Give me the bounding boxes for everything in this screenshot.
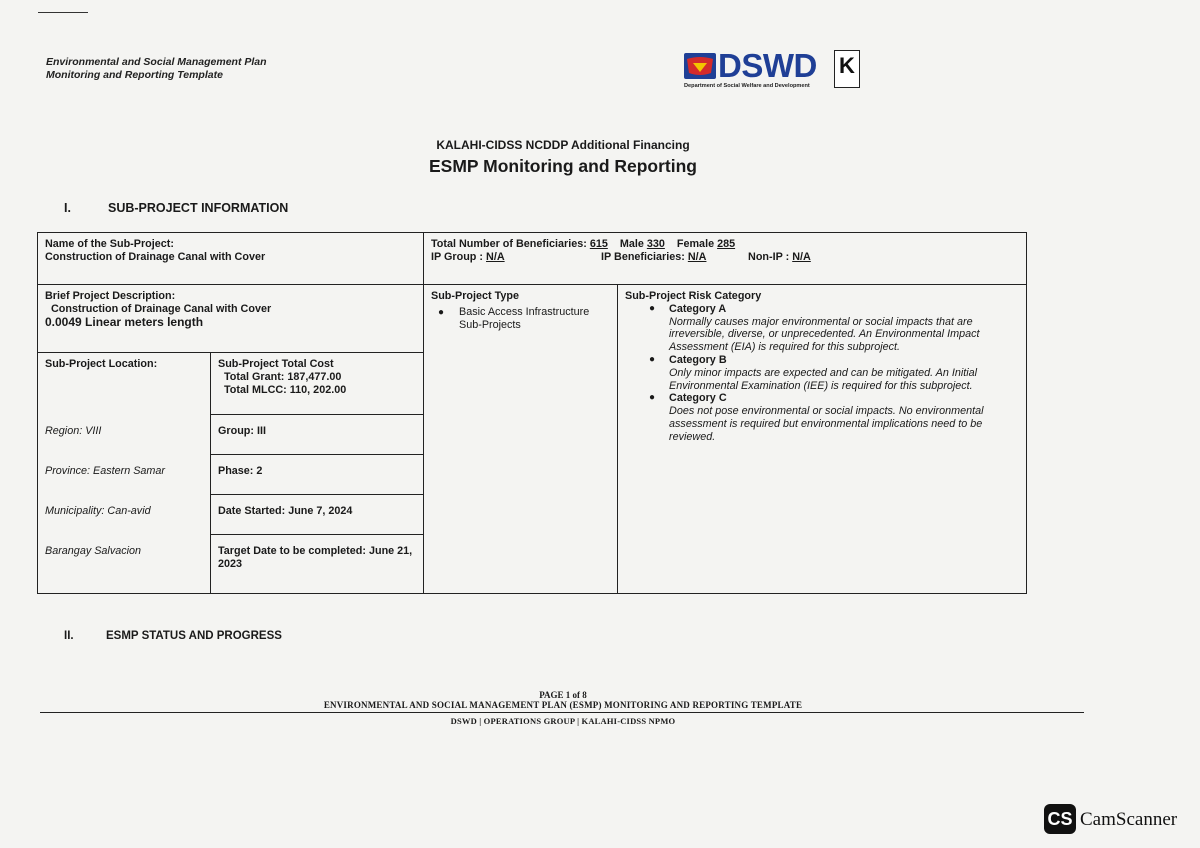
footer-rule — [40, 712, 1084, 713]
dswd-wordmark: DSWD — [718, 47, 817, 84]
risk-label: Sub-Project Risk Category — [625, 290, 762, 302]
camscanner-icon: CS — [1044, 804, 1076, 834]
province: Province: Eastern Samar — [45, 464, 166, 477]
subproject-name-value: Construction of Drainage Canal with Cover — [45, 251, 266, 263]
bullet-icon: ● — [649, 392, 656, 404]
bullet-icon: ● — [649, 353, 656, 365]
footer-page-number: PAGE 1 of 8 — [539, 690, 587, 700]
section1-title: SUB-PROJECT INFORMATION — [108, 201, 289, 215]
type-list — [431, 306, 610, 332]
camscanner-watermark — [1044, 804, 1179, 838]
ip-line — [431, 251, 1019, 264]
category-c — [625, 392, 1019, 405]
ip-group — [431, 251, 505, 264]
camscanner-text: CamScanner — [1080, 809, 1178, 830]
region-cell — [38, 415, 211, 455]
dswd-emblem-icon — [684, 53, 716, 79]
beneficiaries-label: Total Number of Beneficiaries: — [431, 238, 587, 250]
header-line1: Environmental and Social Management Plan — [46, 56, 267, 68]
program-title: KALAHI-CIDSS NCDDP Additional Financing — [436, 138, 690, 152]
female-label: Female — [676, 238, 715, 250]
subproject-name-cell — [38, 233, 424, 285]
type-item-line2: Sub-Projects — [459, 319, 521, 331]
subproject-info-table — [37, 232, 1027, 594]
top-rule — [38, 12, 88, 13]
group-cell — [211, 415, 424, 455]
male-label: Male — [619, 238, 644, 250]
kalahi-logo: K — [834, 50, 860, 88]
municipality-cell — [38, 495, 211, 535]
section1-number: I. — [64, 201, 71, 215]
header-line2: Monitoring and Reporting Template — [46, 69, 223, 81]
ip-benef-value: N/A — [687, 251, 707, 263]
bullet-icon: ● — [438, 307, 445, 318]
category-b-label: Category B — [669, 353, 727, 366]
brief-line2: 0.0049 Linear meters length — [45, 315, 204, 329]
category-c-label: Category C — [669, 392, 727, 405]
location-label: Sub-Project Location: — [45, 358, 158, 370]
phase-cell — [211, 455, 424, 495]
subproject-type-cell — [424, 285, 618, 594]
total-mlcc: Total MLCC: 110, 202.00 — [224, 384, 347, 396]
female-value: 285 — [717, 238, 736, 250]
non-ip-value: N/A — [792, 251, 811, 263]
non-ip-label: Non-IP : — [748, 251, 790, 263]
region: Region: VIII — [45, 424, 102, 437]
brief-line1: Construction of Drainage Canal with Cover — [51, 303, 272, 315]
section2-number: II. — [64, 630, 74, 642]
risk-category-cell — [618, 285, 1027, 594]
non-ip — [748, 251, 811, 264]
type-item-line1: Basic Access Infrastructure — [459, 306, 590, 318]
footer-org: DSWD | OPERATIONS GROUP | KALAHI-CIDSS NPMO — [450, 716, 676, 726]
category-a-label: Category A — [669, 302, 727, 315]
brief-description-cell — [38, 285, 424, 353]
section2-title: ESMP STATUS AND PROGRESS — [106, 630, 282, 642]
province-cell — [38, 455, 211, 495]
location-label-cell — [38, 353, 211, 415]
date-started-cell — [211, 495, 424, 535]
category-b-desc: Only minor impacts are expected and can be mitigated. An Initial Environmental Examination (IEE) is required for this subproject. — [669, 366, 978, 392]
cost-label: Sub-Project Total Cost — [218, 358, 334, 370]
subproject-name-label: Name of the Sub-Project: — [45, 238, 174, 250]
brief-label: Brief Project Description: — [45, 290, 176, 302]
category-b — [625, 354, 1019, 367]
page-title: ESMP Monitoring and Reporting — [429, 156, 697, 176]
dswd-subtitle: Department of Social Welfare and Development — [684, 83, 810, 89]
type-item — [431, 306, 610, 332]
total-cost-cell — [211, 353, 424, 415]
date-started: Date Started: June 7, 2024 — [218, 505, 353, 517]
barangay: Barangay Salvacion — [45, 544, 142, 557]
ip-beneficiaries — [601, 251, 706, 264]
target-date: Target Date to be completed: June 21, 2023 — [218, 545, 413, 570]
category-a-desc: Normally causes major environmental or social impacts that are irreversible, diverse, or unprecedented. An Environmental Impact Assessment (EIA) is required for this subproject. — [669, 315, 980, 354]
category-a — [625, 303, 1019, 316]
type-label: Sub-Project Type — [431, 290, 520, 302]
municipality: Municipality: Can-avid — [45, 504, 151, 517]
ip-group-value: N/A — [486, 251, 505, 263]
footer-title: ENVIRONMENTAL AND SOCIAL MANAGEMENT PLAN (ESMP) MONITORING AND REPORTING TEMPLATE — [323, 700, 803, 710]
beneficiaries-cell — [424, 233, 1027, 285]
barangay-cell — [38, 535, 211, 594]
male-value: 330 — [646, 238, 665, 250]
beneficiaries-total: 615 — [589, 238, 608, 250]
ip-group-label: IP Group : — [431, 251, 484, 263]
group: Group: III — [218, 425, 266, 437]
header-template-title — [46, 56, 267, 82]
phase: Phase: 2 — [218, 465, 263, 477]
ip-benef-label: IP Beneficiaries: — [601, 251, 685, 263]
category-c-desc: Does not pose environmental or social impacts. No environmental assessment is required but environmental implications need to be reviewed. — [669, 405, 984, 443]
bullet-icon: ● — [649, 302, 656, 314]
beneficiaries-line — [431, 238, 1019, 251]
target-date-cell — [211, 535, 424, 594]
total-grant: Total Grant: 187,477.00 — [224, 371, 342, 383]
